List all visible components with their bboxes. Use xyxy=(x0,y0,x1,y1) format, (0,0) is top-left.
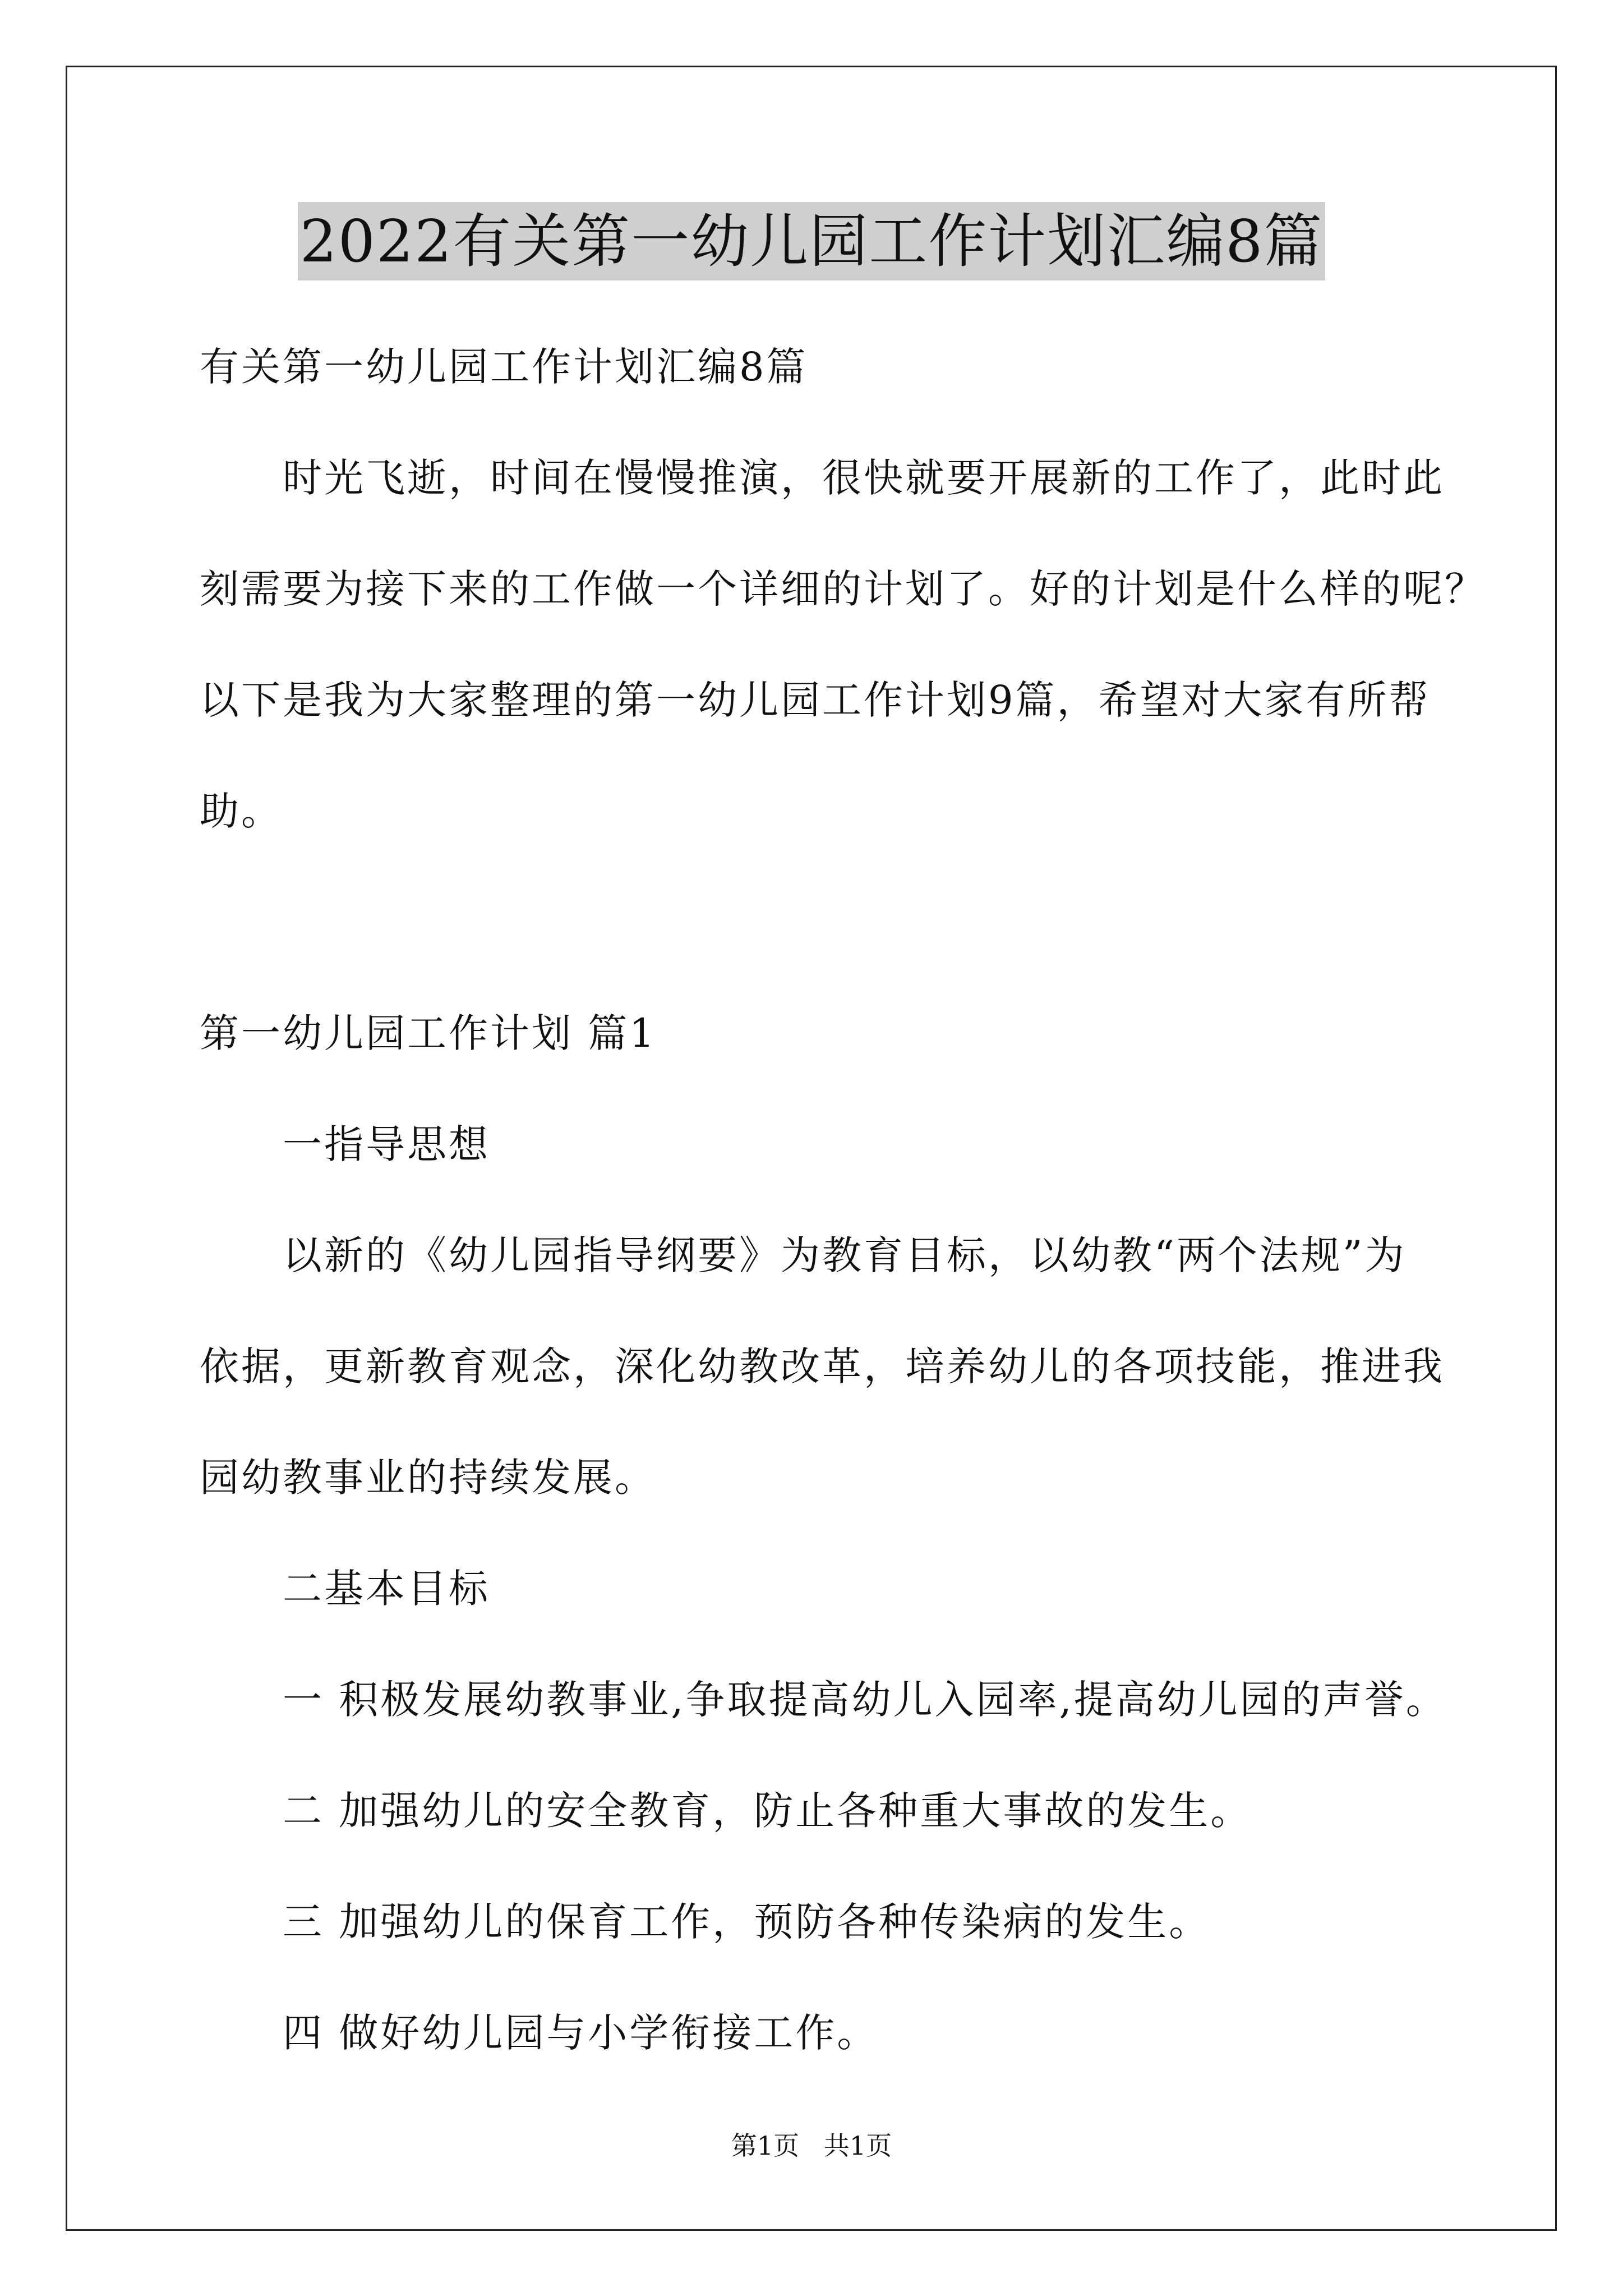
goal-item-4: 四 做好幼儿园与小学衔接工作。 xyxy=(283,2010,879,2056)
section-heading: 第一幼儿园工作计划 篇1 xyxy=(200,1010,657,1056)
blank-gap xyxy=(200,867,1445,978)
title-container xyxy=(0,202,1623,280)
body-line-2: 依据，更新教育观念，深化幼教改革，培养幼儿的各项技能，推进我 xyxy=(200,1343,1445,1389)
intro-line-3: 以下是我为大家整理的第一幼儿园工作计划9篇，希望对大家有所帮 xyxy=(200,677,1431,723)
subtitle-line: 有关第一幼儿园工作计划汇编8篇 xyxy=(200,344,808,390)
heading-basic-goals: 二基本目标 xyxy=(283,1566,490,1612)
intro-line-4: 助。 xyxy=(200,788,283,834)
page-footer: 第1页 共1页 xyxy=(731,2131,892,2161)
body-line-3: 园幼教事业的持续发展。 xyxy=(200,1455,656,1501)
document-body xyxy=(200,311,1486,2088)
body-line-1: 以新的《幼儿园指导纲要》为教育目标，以幼教“两个法规”为 xyxy=(283,1232,1407,1278)
document-title: 2022有关第一幼儿园工作计划汇编8篇 xyxy=(298,202,1326,280)
goal-item-3: 三 加强幼儿的保育工作，预防各种传染病的发生。 xyxy=(283,1899,1211,1945)
heading-guiding-ideology: 一指导思想 xyxy=(283,1121,490,1167)
goal-item-1: 一 积极发展幼教事业,争取提高幼儿入园率,提高幼儿园的声誉。 xyxy=(283,1677,1447,1723)
intro-line-2: 刻需要为接下来的工作做一个详细的计划了。好的计划是什么样的呢？ xyxy=(200,566,1486,612)
goal-item-2: 二 加强幼儿的安全教育，防止各种重大事故的发生。 xyxy=(283,1788,1252,1834)
intro-line-1: 时光飞逝，时间在慢慢推演，很快就要开展新的工作了，此时此 xyxy=(283,455,1445,501)
